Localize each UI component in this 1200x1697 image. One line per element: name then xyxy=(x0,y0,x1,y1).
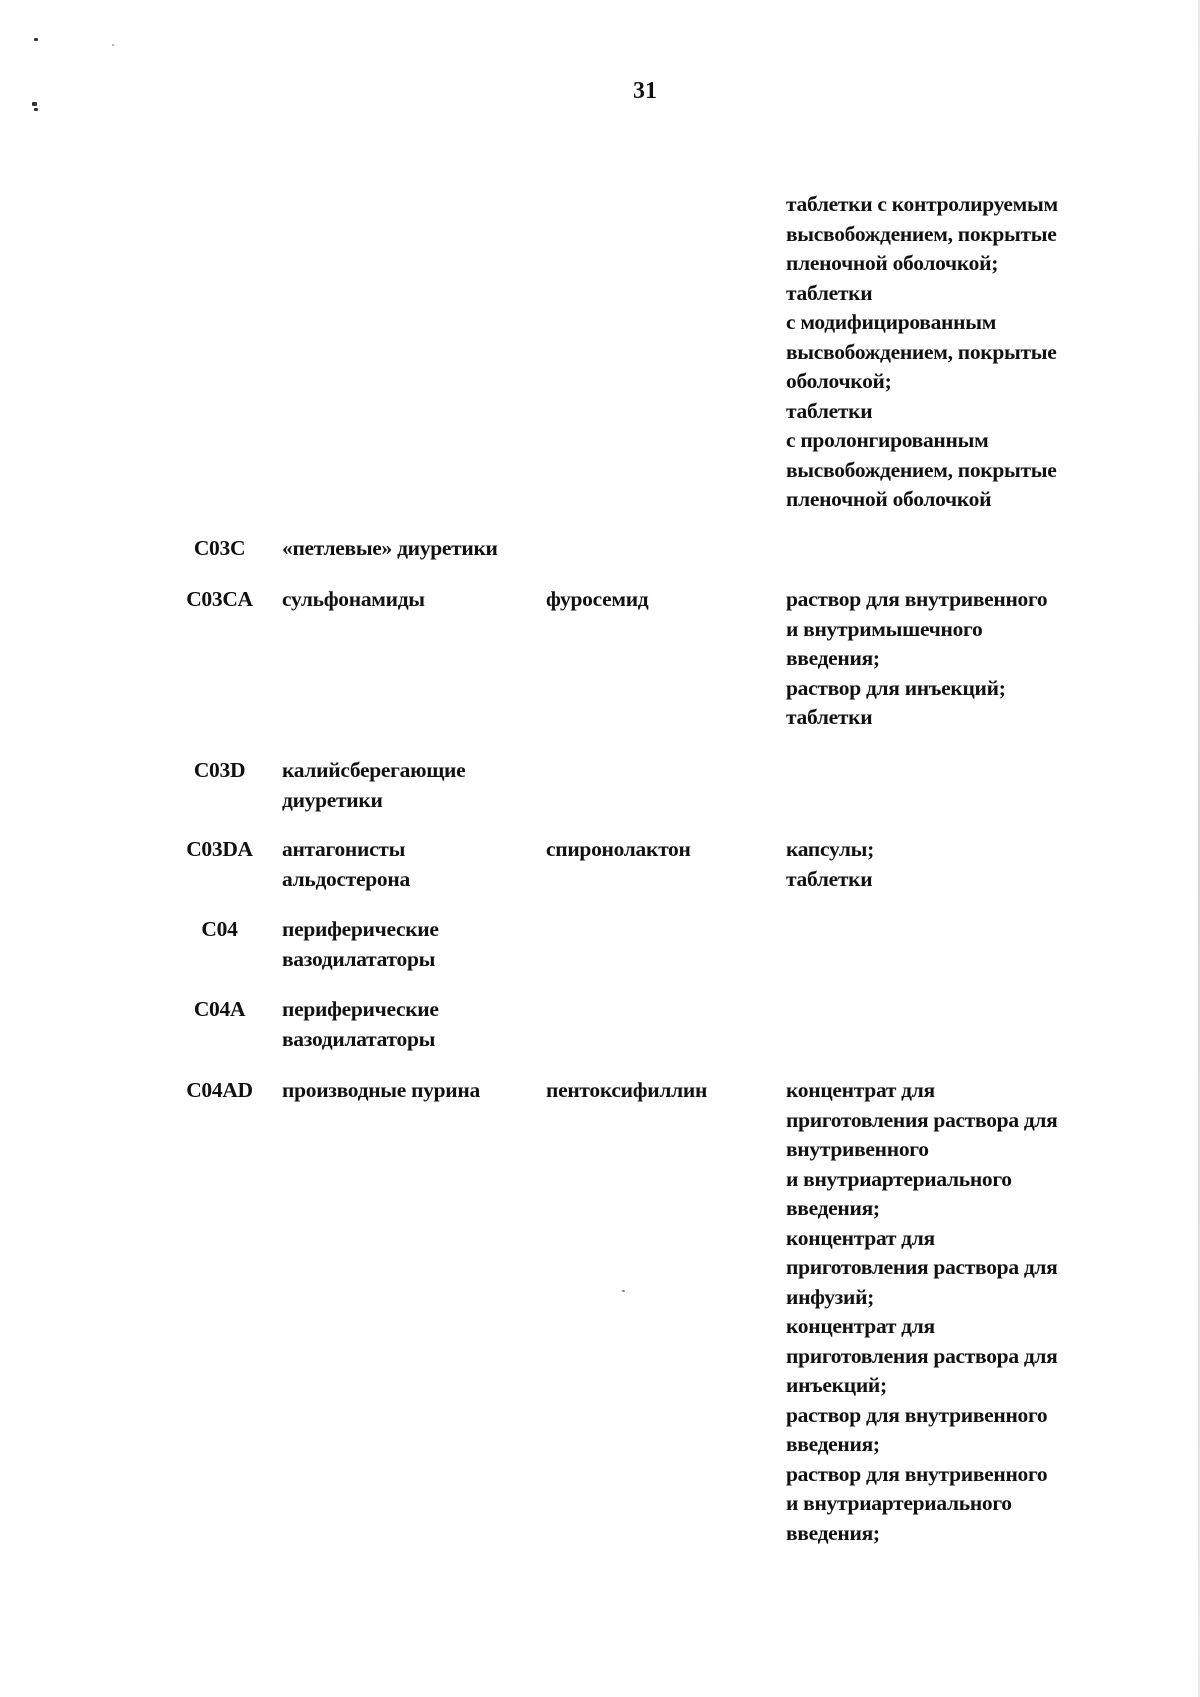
scan-speck xyxy=(622,1290,625,1292)
dosage-forms: капсулы; таблетки xyxy=(786,837,874,891)
anatomic-therapeutic-group: сульфонамиды xyxy=(282,587,425,611)
anatomic-therapeutic-group: периферические вазодилататоры xyxy=(282,917,439,971)
atc-code: C03C xyxy=(193,536,246,560)
anatomic-therapeutic-group: антагонисты альдостерона xyxy=(282,837,410,891)
dosage-forms: раствор для внутривенного и внутримышечного введения; раствор для инъекций; таблетки xyxy=(786,587,1048,729)
atc-code: C04 xyxy=(201,917,238,941)
atc-code: C03D xyxy=(193,758,246,782)
continued-dosage-forms: таблетки с контролируемым высвобождением, покрытые пленочной оболочкой; таблетки с модифицированным высвобождением, покрытые оболочкой; таблетки с пролонгированным высвобождением, покрытые пленочной оболочкой xyxy=(786,192,1058,511)
atc-code: C04AD xyxy=(186,1078,253,1102)
anatomic-therapeutic-group: производные пурина xyxy=(282,1078,480,1102)
anatomic-therapeutic-group: периферические вазодилататоры xyxy=(282,997,439,1051)
anatomic-therapeutic-group: «петлевые» диуретики xyxy=(282,536,498,560)
atc-code: C03CA xyxy=(186,587,253,611)
scan-speck xyxy=(112,44,114,46)
drug-name: пентоксифиллин xyxy=(546,1078,708,1102)
atc-code: C04A xyxy=(193,997,246,1021)
scan-speck xyxy=(34,108,38,111)
drug-name: спиронолактон xyxy=(546,837,691,861)
scan-speck xyxy=(34,38,38,41)
anatomic-therapeutic-group: калийсберегающие диуретики xyxy=(282,758,466,812)
atc-code: C03DA xyxy=(186,837,253,861)
drug-name: фуросемид xyxy=(546,587,649,611)
dosage-forms: концентрат для приготовления раствора для внутривенного и внутриартериального введения; концентрат для приготовления раствора для инфузий; концентрат для приготовления раствора для инъекций; раствор для внутривенного введения; раствор для внутривенного и внутриартериального введения; xyxy=(786,1078,1058,1545)
page-number: 31 xyxy=(633,78,657,104)
